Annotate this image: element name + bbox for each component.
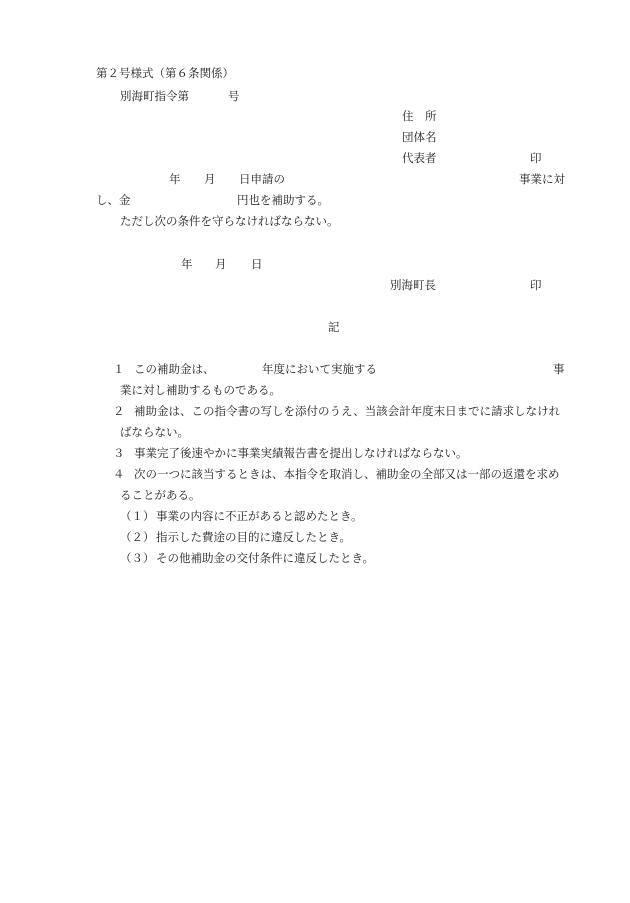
- issue-month: 月: [215, 257, 227, 271]
- date-day-applied: 日申請の: [239, 172, 285, 186]
- issue-day: 日: [251, 257, 263, 271]
- subitem-1-num: （１）: [120, 509, 155, 523]
- condition-1-c: 事: [553, 362, 565, 376]
- condition-2-num: ２: [113, 404, 125, 418]
- condition-2-text: 補助金は、この指令書の写しを添付のうえ、当該会計年度末日までに請求しなけれ: [134, 404, 561, 418]
- subitem-1-text: 事業の内容に不正があると認めたとき。: [156, 509, 363, 523]
- representative-label: 代表者: [402, 151, 437, 165]
- amount-line-a: し、金: [96, 193, 131, 207]
- number-suffix: 号: [228, 89, 240, 103]
- representative-seal: 印: [530, 151, 542, 165]
- condition-4-cont: ることがある。: [120, 488, 201, 502]
- date-month: 月: [204, 172, 216, 186]
- subitem-3-num: （３）: [120, 551, 155, 565]
- condition-1-a: この補助金は、: [134, 362, 215, 376]
- ki-heading: 記: [328, 320, 340, 334]
- amount-line-b: 円也を補助する。: [237, 193, 329, 207]
- condition-3-text: 事業完了後速やかに事業実績報告書を提出しなければならない。: [134, 446, 468, 460]
- conditions-intro: ただし次の条件を守らなければならない。: [120, 214, 339, 228]
- date-year: 年: [169, 172, 181, 186]
- org-label: 団体名: [402, 130, 437, 144]
- mayor-seal: 印: [530, 278, 542, 292]
- number-prefix: 別海町指令第: [120, 89, 189, 103]
- condition-1-num: １: [113, 362, 125, 376]
- condition-4-text: 次の一つに該当するときは、本指令を取消し、補助金の全部又は一部の返還を求め: [134, 467, 560, 481]
- subitem-2-text: 指示した費途の目的に違反したとき。: [156, 530, 352, 544]
- condition-2-cont: ばならない。: [120, 425, 189, 439]
- subitem-2-num: （２）: [120, 530, 155, 544]
- condition-4-num: ４: [113, 467, 125, 481]
- address-label: 住 所: [402, 109, 437, 123]
- mayor-label: 別海町長: [390, 278, 436, 292]
- condition-1-b: 年度において実施する: [262, 362, 377, 376]
- issue-year: 年: [181, 257, 193, 271]
- form-title: 第２号様式（第６条関係）: [96, 66, 234, 80]
- jigyo-text: 事業に対: [519, 172, 565, 186]
- condition-1-cont: 業に対し補助するものである。: [120, 383, 281, 397]
- condition-3-num: ３: [113, 446, 125, 460]
- subitem-3-text: その他補助金の交付条件に違反したとき。: [156, 551, 375, 565]
